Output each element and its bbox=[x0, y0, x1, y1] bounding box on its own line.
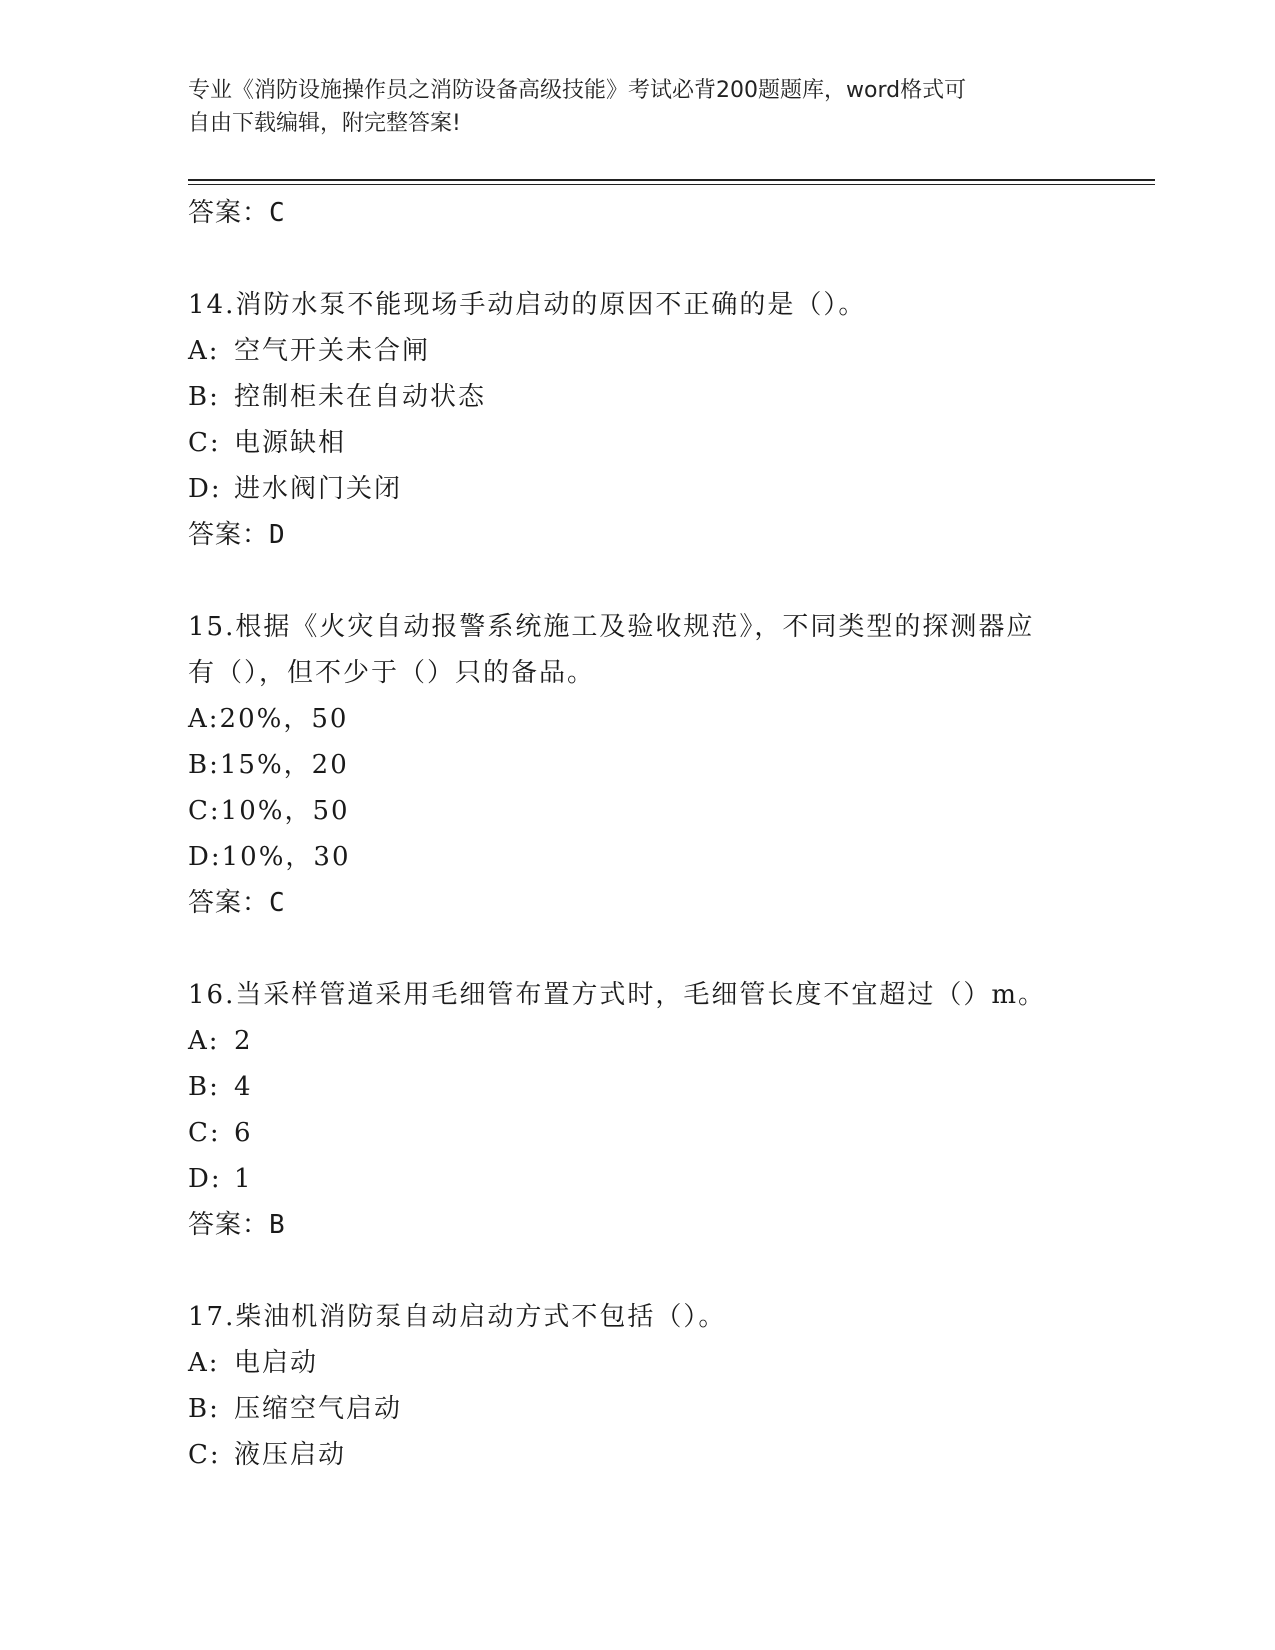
option-key: A: bbox=[188, 1348, 220, 1378]
option-b bbox=[188, 1064, 1088, 1110]
option-key: D: bbox=[188, 842, 222, 872]
option-text: 进水阀门关闭 bbox=[234, 474, 403, 504]
option-text: 2 bbox=[234, 1026, 253, 1056]
answer-value: D bbox=[269, 520, 286, 550]
question-stem-continued: 有（），但不少于（）只的备品。 bbox=[188, 658, 596, 688]
option-c bbox=[188, 1432, 1088, 1478]
option-key: B: bbox=[188, 1072, 220, 1102]
spacer bbox=[188, 926, 1088, 972]
option-key: B: bbox=[188, 1394, 220, 1424]
option-d bbox=[188, 466, 1088, 512]
option-a bbox=[188, 696, 1088, 742]
header-divider bbox=[188, 179, 1155, 181]
option-a bbox=[188, 1340, 1088, 1386]
option-b bbox=[188, 742, 1088, 788]
header-divider-thin bbox=[188, 184, 1155, 185]
answer-line bbox=[188, 512, 1088, 558]
spacer bbox=[188, 1248, 1088, 1294]
option-key: C: bbox=[188, 1118, 221, 1148]
option-text: 10%，30 bbox=[221, 842, 351, 872]
answer-value: C bbox=[269, 198, 286, 228]
answer-value: C bbox=[269, 888, 286, 918]
option-key: B: bbox=[188, 750, 220, 780]
option-key: D: bbox=[188, 1164, 222, 1194]
option-key: A: bbox=[188, 1026, 220, 1056]
question-stem: 17.柴油机消防泵自动启动方式不包括（）。 bbox=[188, 1302, 727, 1332]
option-a bbox=[188, 1018, 1088, 1064]
option-text: 压缩空气启动 bbox=[234, 1394, 403, 1424]
option-text: 15%，20 bbox=[219, 750, 349, 780]
header-line-2: 自由下载编辑，附完整答案! bbox=[188, 111, 461, 136]
option-b bbox=[188, 1386, 1088, 1432]
option-key: A: bbox=[188, 704, 220, 734]
question-stem: 16.当采样管道采用毛细管布置方式时，毛细管长度不宜超过（）m。 bbox=[188, 980, 1047, 1010]
option-d bbox=[188, 834, 1088, 880]
question-17 bbox=[188, 1294, 1088, 1478]
spacer bbox=[188, 236, 1088, 282]
option-text: 10%，50 bbox=[220, 796, 350, 826]
option-text: 6 bbox=[234, 1118, 253, 1148]
option-text: 电源缺相 bbox=[234, 428, 347, 458]
option-text: 20%，50 bbox=[219, 704, 349, 734]
option-text: 1 bbox=[234, 1164, 253, 1194]
option-text: 控制柜未在自动状态 bbox=[234, 382, 487, 412]
option-key: C: bbox=[188, 428, 221, 458]
answer-line bbox=[188, 1202, 1088, 1248]
option-a bbox=[188, 328, 1088, 374]
header-line-1: 专业《消防设施操作员之消防设备高级技能》考试必背200题题库，word格式可 bbox=[188, 78, 967, 103]
option-key: B: bbox=[188, 382, 220, 412]
option-b bbox=[188, 374, 1088, 420]
question-stem: 15.根据《火灾自动报警系统施工及验收规范》，不同类型的探测器应 bbox=[188, 612, 1035, 642]
option-c bbox=[188, 788, 1088, 834]
answer-label: 答案： bbox=[188, 198, 270, 228]
option-text: 空气开关未合闸 bbox=[234, 336, 431, 366]
option-text: 电启动 bbox=[234, 1348, 319, 1378]
option-key: A: bbox=[188, 336, 220, 366]
option-c bbox=[188, 1110, 1088, 1156]
option-key: C: bbox=[188, 1440, 221, 1470]
option-key: D: bbox=[188, 474, 222, 504]
option-text: 液压启动 bbox=[234, 1440, 347, 1470]
option-c bbox=[188, 420, 1088, 466]
question-list bbox=[188, 190, 1088, 1478]
option-text: 4 bbox=[234, 1072, 253, 1102]
document-header bbox=[188, 74, 1088, 140]
answer-value: B bbox=[269, 1210, 286, 1240]
option-d bbox=[188, 1156, 1088, 1202]
question-stem: 14.消防水泵不能现场手动启动的原因不正确的是（）。 bbox=[188, 290, 867, 320]
answer-line bbox=[188, 190, 1088, 236]
spacer bbox=[188, 558, 1088, 604]
answer-label: 答案： bbox=[188, 520, 270, 550]
answer-label: 答案： bbox=[188, 1210, 270, 1240]
question-15 bbox=[188, 604, 1088, 926]
answer-label: 答案： bbox=[188, 888, 270, 918]
answer-line bbox=[188, 880, 1088, 926]
question-16 bbox=[188, 972, 1088, 1248]
question-14 bbox=[188, 282, 1088, 558]
option-key: C: bbox=[188, 796, 221, 826]
